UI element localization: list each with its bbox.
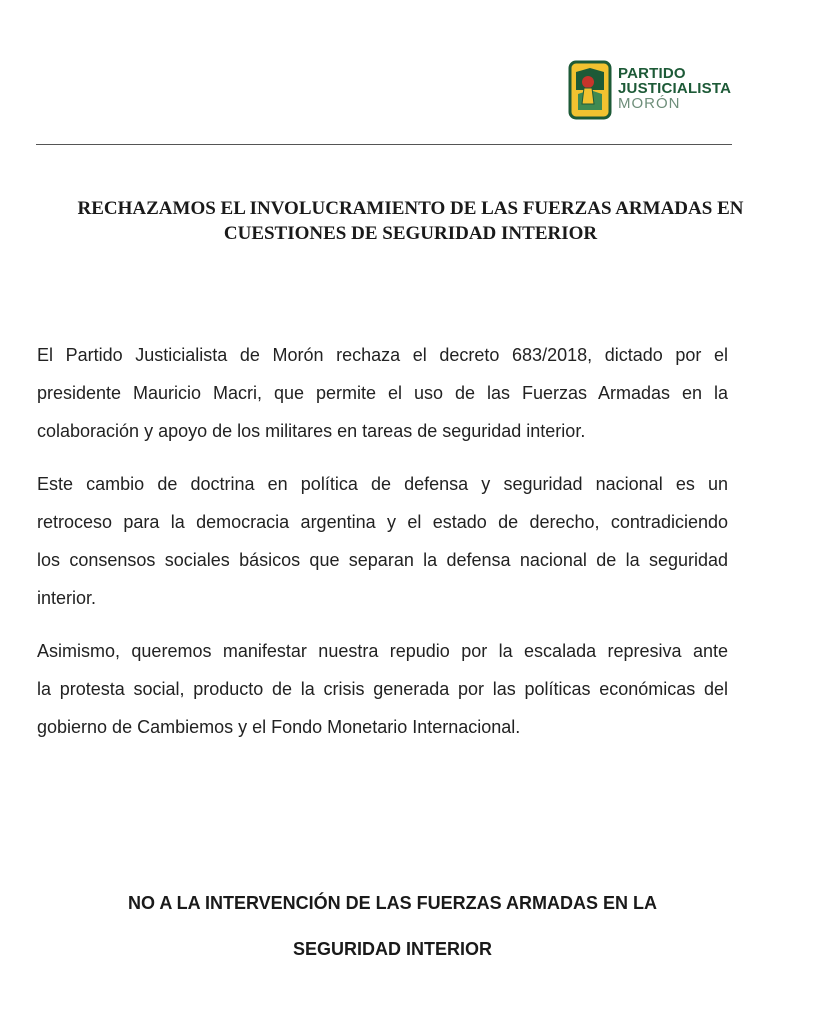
paragraph-line: retroceso para la democracia argentina y el estado de derecho, contradiciendo [37,512,728,532]
closing-line-2: SEGURIDAD INTERIOR [292,939,492,959]
document-body [37,336,728,761]
document-title [20,196,801,246]
closing-statement [20,880,765,972]
paragraph-1 [37,336,728,450]
paragraph-line: Este cambio de doctrina en política de defensa y seguridad nacional es un [37,474,728,494]
logo-text-moron: MORÓN [618,95,681,112]
logo-text-partido: PARTIDO [618,65,686,82]
paragraph-line: gobierno de Cambiemos y el Fondo Monetario Internacional. [37,717,521,737]
logo-text-justicialista: JUSTICIALISTA [618,80,732,97]
paragraph-line: El Partido Justicialista de Morón rechaza el decreto 683/2018, dictado por el [37,345,728,365]
header-divider [36,144,732,145]
paragraph-line: Asimismo, queremos manifestar nuestra repudio por la escalada represiva ante [37,641,728,661]
paragraph-line: presidente Mauricio Macri, que permite el uso de las Fuerzas Armadas en la [37,383,728,403]
paragraph-line: la protesta social, producto de la crisis generada por las políticas económicas del [37,679,728,699]
paragraph-3 [37,632,728,746]
party-emblem-icon [568,60,612,120]
paragraph-line: colaboración y apoyo de los militares en tareas de seguridad interior. [37,421,586,441]
paragraph-line: los consensos sociales básicos que separan la defensa nacional de la seguridad [37,550,728,570]
party-logo [568,60,748,122]
paragraph-line: interior. [37,588,97,608]
paragraph-2 [37,465,728,617]
title-line-2: CUESTIONES DE SEGURIDAD INTERIOR [223,223,598,244]
title-line-1: RECHAZAMOS EL INVOLUCRAMIENTO DE LAS FUERZAS ARMADAS EN [77,198,744,219]
closing-line-1: NO A LA INTERVENCIÓN DE LAS FUERZAS ARMADAS EN LA [127,893,657,913]
